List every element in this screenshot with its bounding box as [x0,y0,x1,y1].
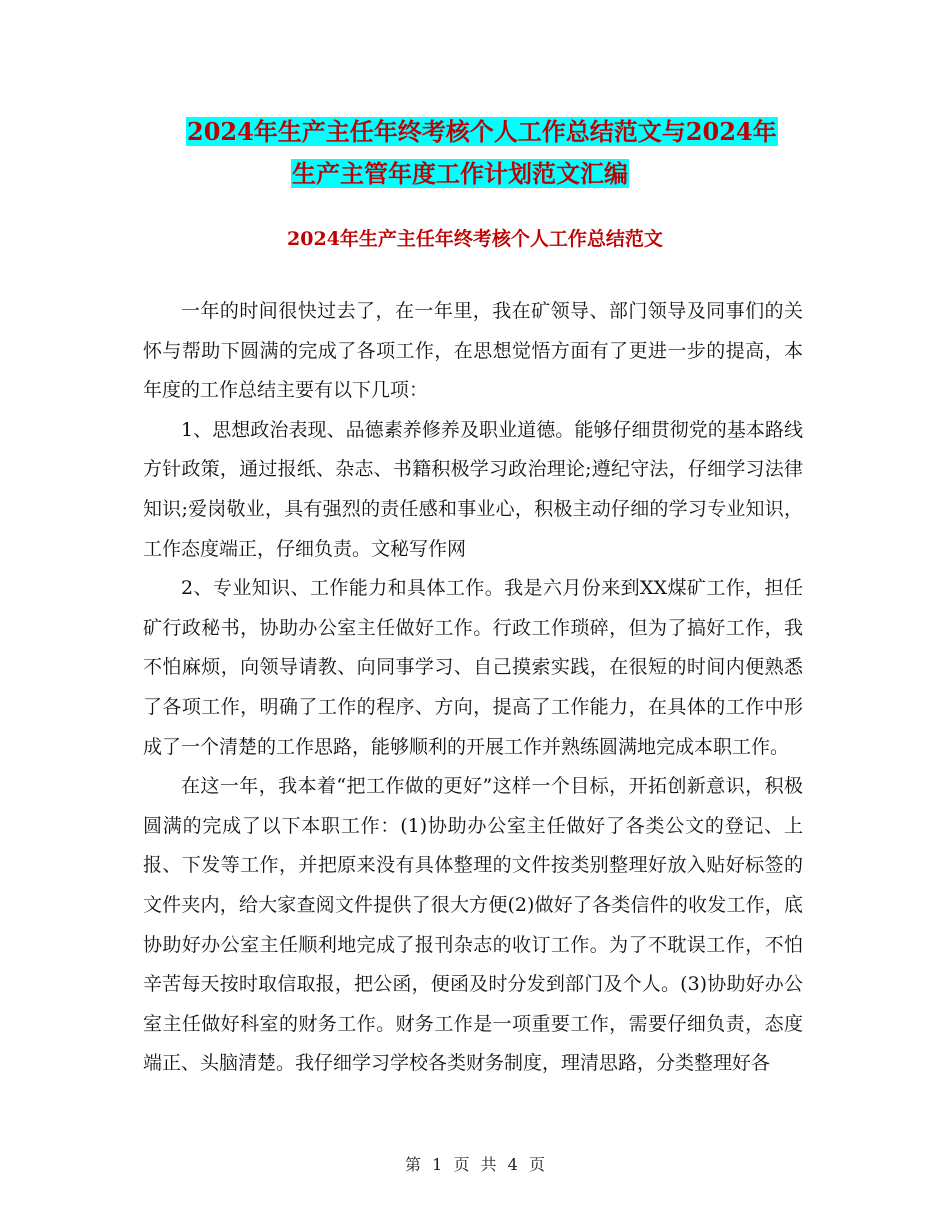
footer-label-ye-2: 页 [528,1155,545,1174]
document-body [143,292,803,1084]
footer-current-page: 1 [432,1155,443,1174]
footer-label-ye: 页 [453,1155,470,1174]
footer-label-di: 第 [405,1155,422,1174]
footer-label-gong: 共 [480,1155,497,1174]
title-line-2: 生产主管年度工作计划范文汇编 [292,159,628,188]
paragraph-work-list: 在这一年，我本着“把工作做的更好”这样一个目标，开拓创新意识，积极圆满的完成了以下本职工作：(1)协助办公室主任做好了各类公文的登记、上报、下发等工作，并把原来没有具体整理的文件按类别整理好放入贴好标签的文件夹内，给大家查阅文件提供了很大方便(2)做好了各类信件的收发工作，底协助好办公室主任顺利地完成了报刊杂志的收订工作。为了不耽误工作，不怕辛苦每天按时取信取报，把公函，便函及时分发到部门及个人。(3)协助好办公室主任做好科室的财务工作。财务工作是一项重要工作，需要仔细负责，态度端正、头脑清楚。我仔细学习学校各类财务制度，理清思路，分类整理好各 [143,775,803,1075]
title-line-1: 2024年生产主任年终考核个人工作总结范文与2024年 [187,117,777,146]
paragraph-item-2: 2、专业知识、工作能力和具体工作。我是六月份来到XX煤矿工作，担任矿行政秘书，协助办公室主任做好工作。行政工作琐碎，但为了搞好工作，我不怕麻烦，向领导请教、向同事学习、自己摸索实践，在很短的时间内便熟悉了各项工作，明确了工作的程序、方向，提高了工作能力，在具体的工作中形成了一个清楚的工作思路，能够顺利的开展工作并熟练圆满地完成本职工作。 [143,577,803,758]
section-title: 2024年生产主任年终考核个人工作总结范文 [287,228,663,250]
paragraph-item-1: 1、思想政治表现、品德素养修养及职业道德。能够仔细贯彻党的基本路线方针政策，通过报纸、杂志、书籍积极学习政治理论;遵纪守法，仔细学习法律知识;爱岗敬业，具有强烈的责任感和事业心，积极主动仔细的学习专业知识，工作态度端正，仔细负责。文秘写作网 [143,418,803,560]
page-footer [0,1152,950,1175]
paragraph-intro: 一年的时间很快过去了，在一年里，我在矿领导、部门领导及同事们的关怀与帮助下圆满的完成了各项工作，在思想觉悟方面有了更进一步的提高，本年度的工作总结主要有以下几项： [143,300,803,402]
footer-total-pages: 4 [507,1155,518,1174]
